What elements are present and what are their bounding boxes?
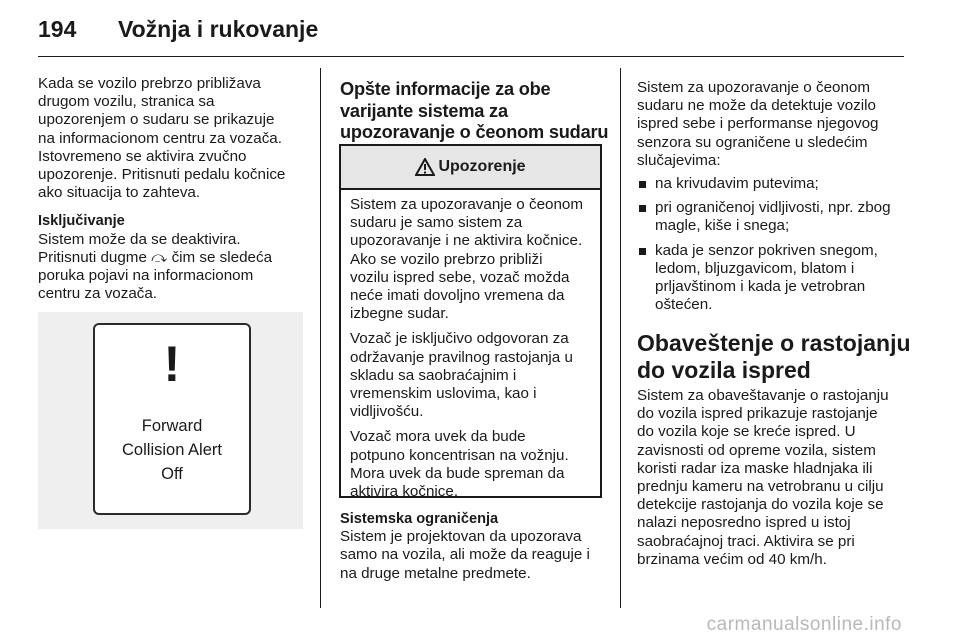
limits-section xyxy=(340,510,615,583)
column-divider-2 xyxy=(620,68,621,608)
text-line: prljavštinom i kada je vetrobran xyxy=(655,278,866,296)
text-line: Sistem za obaveštavanje o rastojanju xyxy=(637,387,889,404)
warning-paragraph xyxy=(350,428,592,501)
heading-line: Opšte informacije za obe xyxy=(340,79,551,99)
text-line: Sistem za upozoravanje o čeonom xyxy=(637,79,871,96)
warning-box xyxy=(339,144,602,501)
column-3 xyxy=(637,79,912,315)
text-line: na informacionom centru za vozača. xyxy=(38,129,282,147)
text-line: detekcije rastojanja do vozila koje se xyxy=(637,496,884,514)
text-line: ako situacija to zahteva. xyxy=(38,184,201,202)
display-line: Collision Alert xyxy=(122,441,222,459)
text-line: vidljivošću. xyxy=(350,403,424,421)
display-line: Forward xyxy=(141,417,203,435)
text-line: Vozač mora uvek da bude xyxy=(350,428,526,446)
text-line: izbegne sudar. xyxy=(350,305,449,323)
distance-paragraph xyxy=(637,387,919,569)
bullet-square-icon xyxy=(639,181,646,188)
column-divider-1 xyxy=(320,68,321,608)
text-line: slučajevima: xyxy=(637,151,721,169)
text-line: Sistem može da se deaktivira. xyxy=(38,230,241,248)
driver-info-display xyxy=(93,323,251,515)
intro-paragraph xyxy=(38,75,310,202)
text-line: drugom vozilu, stranica sa xyxy=(38,93,215,111)
heading-line: varijante sistema za xyxy=(340,100,508,121)
heading-line: do vozila ispred xyxy=(637,356,811,383)
text-line: zavisnosti od opreme vozila, sistem xyxy=(637,441,876,459)
text-line: kada je senzor pokriven snegom, xyxy=(655,241,878,259)
text-line: do vozila koje se kreće ispred. U xyxy=(637,423,856,441)
warning-triangle-icon xyxy=(415,158,435,176)
warning-paragraph xyxy=(350,330,592,421)
text-line: aktivira kočnice. xyxy=(350,483,459,501)
text-line: brzinama većim od 40 km/h. xyxy=(637,550,827,568)
text-line: Kada se vozilo prebrzo približava xyxy=(38,75,261,92)
text-line: prednju kameru na vetrobranu u cilju xyxy=(637,478,884,496)
text-line: saobraćajnoj traci. Aktivira se pri xyxy=(637,532,855,550)
chapter-title: Vožnja i rukovanje xyxy=(118,16,319,42)
text-line: neće imati dovoljno vremena da xyxy=(350,287,565,305)
text-line: vremenskim uslovima, kao i xyxy=(350,385,537,403)
text-line: ledom, bljuzgavicom, blatom i xyxy=(655,259,855,277)
text-line: koristi radar iza maske hladnjaka ili xyxy=(637,459,873,477)
limits-heading: Sistemska ograničenja xyxy=(340,511,499,527)
warning-title: Upozorenje xyxy=(438,157,526,175)
section-heading-distance xyxy=(637,330,917,383)
text-line: sudaru ne može da detektuje vozilo xyxy=(637,97,876,115)
bullet-square-icon xyxy=(639,248,646,255)
text-line: oštećen. xyxy=(655,296,713,314)
display-figure xyxy=(38,312,303,529)
text-line: na krivudavim putevima; xyxy=(655,175,819,193)
text-line: pri ograničenoj vidljivosti, npr. zbog xyxy=(655,199,891,217)
heading-line: Obaveštenje o rastojanju xyxy=(637,330,911,356)
intro-paragraph xyxy=(637,79,912,170)
text-line: skladu sa saobraćajnim i xyxy=(350,366,517,384)
warning-paragraph xyxy=(350,196,592,323)
watermark: carmanualsonline.info xyxy=(706,614,902,635)
text-line: Ako se vozilo prebrzo približi xyxy=(350,250,543,268)
text-line: održavanje pravilnog rastojanja u xyxy=(350,348,573,366)
bullet-square-icon xyxy=(639,205,646,212)
text-line: ispred sebe i performanse njegovog xyxy=(637,115,879,133)
text-line: Pritisnuti dugme ⤼ čim se sledeća xyxy=(38,248,273,266)
text-line: samo na vozila, ali može da reaguje i xyxy=(340,546,590,564)
text-line: Vozač je isključivo odgovoran za xyxy=(350,330,569,348)
list-item xyxy=(637,199,912,235)
text-line: upozorenjem o sudaru se prikazuje xyxy=(38,111,275,129)
text-line: do vozila ispred prikazuje rastojanje xyxy=(637,405,878,423)
text-line: Istovremeno se aktivira zvučno xyxy=(38,147,247,165)
text-line: Sistem je projektovan da upozorava xyxy=(340,528,582,546)
warning-header xyxy=(341,146,600,190)
text-line: Sistem za upozoravanje o čeonom xyxy=(350,196,584,213)
text-line: upozoravanje i ne aktivira kočnice. xyxy=(350,232,583,250)
heading-line: upozoravanje o čeonom sudaru xyxy=(340,122,609,142)
text-line: sudaru je samo sistem za xyxy=(350,214,523,232)
text-line: na druge metalne predmete. xyxy=(340,564,531,582)
text-line: Mora uvek da bude spreman da xyxy=(350,464,565,482)
list-item xyxy=(637,175,912,193)
text-line: poruka pojavi na informacionom xyxy=(38,267,254,285)
page-number: 194 xyxy=(38,16,77,42)
warning-exclamation-icon: ! xyxy=(163,336,181,392)
text-line: senzora su ograničene u sledećim xyxy=(637,133,868,151)
section-heading-general xyxy=(340,79,612,144)
column-1 xyxy=(38,75,310,303)
text-line: potpuno koncentrisan na vožnju. xyxy=(350,446,569,464)
text-line: nalazi neposredno ispred u istoj xyxy=(637,514,851,532)
display-line: Off xyxy=(161,465,183,483)
disable-paragraph xyxy=(38,231,310,304)
disable-heading: Isključivanje xyxy=(38,213,125,230)
header-rule xyxy=(38,56,904,57)
text-line: centru za vozača. xyxy=(38,285,158,303)
text-line: magle, kiše i snega; xyxy=(655,217,790,235)
list-item xyxy=(637,242,912,315)
text-line: upozorenje. Pritisnuti pedalu kočnice xyxy=(38,166,286,184)
text-line: vozilu ispred sebe, vozač možda xyxy=(350,268,570,286)
